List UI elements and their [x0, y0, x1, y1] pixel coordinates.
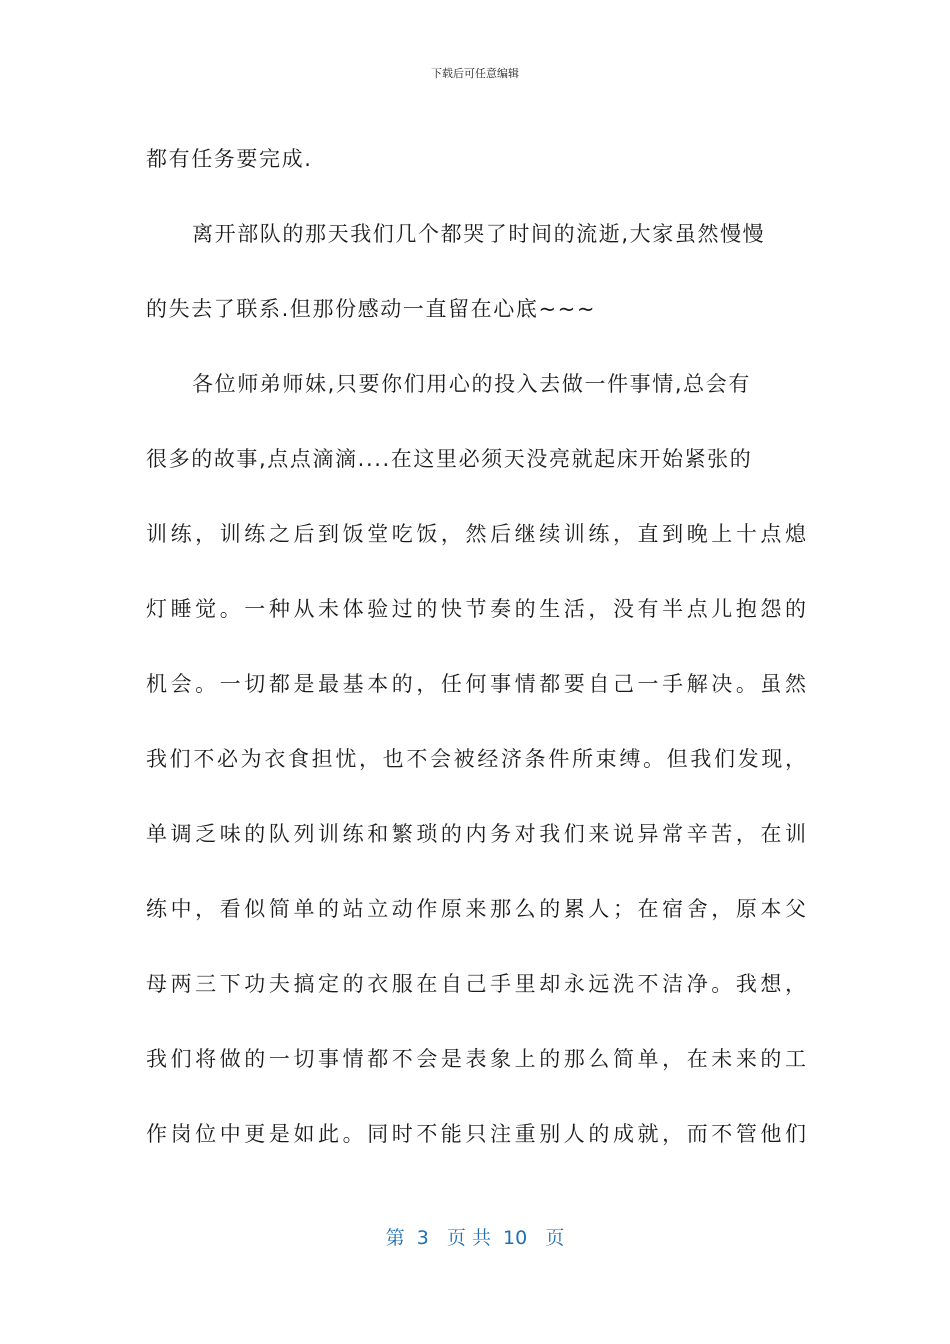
body-line: 机会。一切都是最基本的，任何事情都要自己一手解决。虽然 — [146, 672, 806, 696]
paragraph-first-line: 各位师弟师妹,只要你们用心的投入去做一件事情,总会有 — [192, 372, 751, 396]
body-line: 训练，训练之后到饭堂吃饭，然后继续训练，直到晚上十点熄 — [146, 522, 806, 546]
body-line: 我们不必为衣食担忧，也不会被经济条件所束缚。但我们发现， — [146, 747, 806, 771]
document-body — [146, 122, 806, 1172]
body-line: 灯睡觉。一种从未体验过的快节奏的生活，没有半点儿抱怨的 — [146, 597, 806, 621]
body-line: 很多的故事,点点滴滴....在这里必须天没亮就起床开始紧张的 — [146, 447, 753, 471]
body-line: 都有任务要完成. — [146, 147, 313, 171]
body-line: 母两三下功夫搞定的衣服在自己手里却永远洗不洁净。我想， — [146, 972, 806, 996]
paragraph-first-line: 离开部队的那天我们几个都哭了时间的流逝,大家虽然慢慢 — [192, 222, 766, 246]
body-line: 我们将做的一切事情都不会是表象上的那么简单，在未来的工 — [146, 1047, 806, 1071]
page-number-footer: 第 3 页 共 10 页 — [385, 1227, 565, 1249]
body-line: 作岗位中更是如此。同时不能只注重别人的成就，而不管他们 — [146, 1122, 806, 1146]
page-header-note: 下载后可任意编辑 — [431, 67, 519, 80]
body-line: 单调乏味的队列训练和繁琐的内务对我们来说异常辛苦，在训 — [146, 822, 806, 846]
body-line: 的失去了联系.但那份感动一直留在心底~~~ — [146, 297, 597, 321]
body-line: 练中，看似简单的站立动作原来那么的累人；在宿舍，原本父 — [146, 897, 806, 921]
